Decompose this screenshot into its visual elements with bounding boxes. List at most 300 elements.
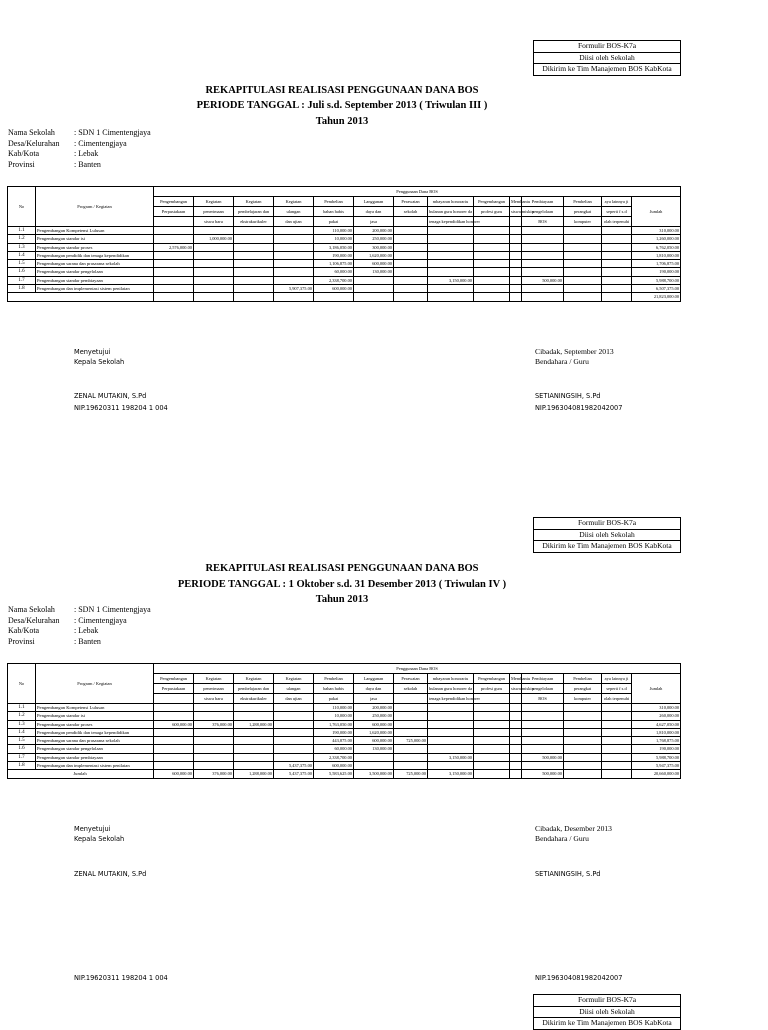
grand-total: 20,660,000.00 <box>632 770 681 778</box>
form-code: Formulir BOS-K7a <box>534 41 680 53</box>
col-header-cell: perangkat <box>564 207 602 217</box>
total-value: 376,000.00 <box>194 770 234 778</box>
row-value <box>394 704 428 712</box>
form-code: Formulir BOS-K7a <box>534 518 680 530</box>
row-value <box>234 704 274 712</box>
row-value <box>602 251 632 259</box>
row-value <box>154 737 194 745</box>
row-number: 1.4 <box>8 251 36 259</box>
row-value <box>194 712 234 720</box>
row-value <box>234 737 274 745</box>
row-number: 1.8 <box>8 285 36 293</box>
total-label: Jumlah <box>8 770 154 778</box>
total-value <box>522 293 564 301</box>
info-row <box>8 637 151 648</box>
row-value <box>274 227 314 235</box>
info-value: : Lebak <box>74 626 99 635</box>
row-value <box>474 737 510 745</box>
row-value <box>564 276 602 284</box>
col-header-cell: Kegiatan <box>194 197 234 207</box>
row-value <box>474 728 510 736</box>
col-header-cell: siswa miskin <box>510 207 522 217</box>
col-header-cell <box>154 694 194 704</box>
col-header-cell: Kegiatan <box>274 674 314 684</box>
row-total: 190,000.00 <box>632 268 681 276</box>
col-header-cell: Perpustakaan <box>154 207 194 217</box>
row-value: 190,000.00 <box>314 728 354 736</box>
row-value <box>602 720 632 728</box>
info-row <box>8 626 151 637</box>
col-header-cell: penerimaan <box>194 684 234 694</box>
row-value <box>510 268 522 276</box>
col-header-cell: Langganan <box>354 674 394 684</box>
total-value <box>314 293 354 301</box>
row-value <box>474 745 510 753</box>
row-value <box>522 268 564 276</box>
row-value: 600,000.00 <box>354 737 394 745</box>
col-header-cell: Membantu <box>510 197 522 207</box>
row-value <box>564 251 602 259</box>
treasurer-title: Bendahara / Guru <box>535 357 589 366</box>
row-value <box>154 704 194 712</box>
row-value <box>474 753 510 761</box>
row-value <box>510 251 522 259</box>
row-value <box>234 260 274 268</box>
col-header-cell: Kegiatan <box>274 197 314 207</box>
row-value <box>602 745 632 753</box>
row-value <box>394 235 428 243</box>
row-value <box>394 276 428 284</box>
col-header-cell: bahan habis <box>314 207 354 217</box>
table-row <box>8 745 681 753</box>
row-value <box>234 285 274 293</box>
row-value: 1,106,875.00 <box>314 260 354 268</box>
total-value <box>274 293 314 301</box>
row-value <box>194 762 234 770</box>
row-value <box>510 753 522 761</box>
table-total-row <box>8 293 681 301</box>
row-value <box>564 737 602 745</box>
row-value <box>354 753 394 761</box>
row-value: 5,907,375.00 <box>274 285 314 293</box>
principal-title: Kepala Sekolah <box>74 358 125 366</box>
row-value <box>428 720 474 728</box>
row-value <box>274 745 314 753</box>
col-header-group: Penggunaan Dana BOS <box>154 187 681 197</box>
col-header-cell: tenaga kependidikan honorer <box>428 217 474 227</box>
row-value: 725,000.00 <box>394 737 428 745</box>
row-value <box>154 235 194 243</box>
row-value: 443,875.00 <box>314 737 354 745</box>
col-header-cell: Langganan <box>354 197 394 207</box>
row-value <box>602 753 632 761</box>
col-header-cell: daya dan <box>354 207 394 217</box>
col-header-no: No <box>8 187 36 227</box>
row-value <box>274 753 314 761</box>
row-value: 10,000.00 <box>314 235 354 243</box>
row-value <box>564 235 602 243</box>
row-value: 2,338,700.00 <box>314 276 354 284</box>
row-value: 500,000.00 <box>522 753 564 761</box>
row-value <box>602 243 632 251</box>
row-value: 200,000.00 <box>354 227 394 235</box>
report-year: Tahun 2013 <box>315 116 369 127</box>
sign-place-date: Cibadak, Desember 2013 <box>535 824 612 833</box>
col-header-cell: profesi guru <box>474 684 510 694</box>
row-program: Pengembangan Kompetensi Lulusan <box>36 704 154 712</box>
row-value: 60,000.00 <box>314 268 354 276</box>
row-value <box>510 260 522 268</box>
info-label: Provinsi <box>8 159 35 169</box>
row-total: 1,706,875.00 <box>632 260 681 268</box>
total-value <box>354 293 394 301</box>
row-value <box>510 745 522 753</box>
table-row <box>8 720 681 728</box>
row-value <box>474 260 510 268</box>
report-title: REKAPITULASI REALISASI PENGGUNAAN DANA BOS <box>205 563 479 574</box>
total-value: 5,437,375.00 <box>274 770 314 778</box>
row-value <box>510 728 522 736</box>
form-filled-by: Diisi oleh Sekolah <box>534 1007 680 1019</box>
row-value <box>428 268 474 276</box>
row-number: 1.7 <box>8 753 36 761</box>
col-header-cell: pembelajaran dan <box>234 207 274 217</box>
row-total: 1,810,000.00 <box>632 251 681 259</box>
principal-name: ZENAL MUTAKIN, S.Pd <box>74 392 147 400</box>
row-value <box>522 737 564 745</box>
col-header-cell: Pengembangan <box>474 674 510 684</box>
total-value <box>154 293 194 301</box>
total-value <box>510 293 522 301</box>
info-value: : Cimentengjaya <box>74 138 127 148</box>
row-value <box>194 260 234 268</box>
col-header-cell: pengelolaan <box>522 684 564 694</box>
row-value <box>602 227 632 235</box>
row-value <box>428 762 474 770</box>
col-header-jumlah: Jumlah <box>632 197 681 227</box>
report-year: Tahun 2013 <box>315 594 369 605</box>
info-label: Nama Sekolah <box>8 128 55 137</box>
col-header-cell: Pengembangan <box>154 674 194 684</box>
col-header-cell: Pembelian <box>314 674 354 684</box>
row-value <box>234 268 274 276</box>
info-label: Desa/Kelurahan <box>8 615 60 625</box>
info-label: Desa/Kelurahan <box>8 138 60 148</box>
row-value <box>474 243 510 251</box>
row-value <box>564 268 602 276</box>
row-total: 4,627,050.00 <box>632 720 681 728</box>
row-value: 60,000.00 <box>314 745 354 753</box>
total-value <box>564 770 602 778</box>
row-number: 1.1 <box>8 704 36 712</box>
col-header-cell: pakai <box>314 217 354 227</box>
row-value <box>234 251 274 259</box>
info-value: : SDN 1 Cimentengjaya <box>74 605 151 614</box>
col-header-cell: olah terpenuhi <box>602 217 632 227</box>
col-header-cell: seperti f s.d <box>602 684 632 694</box>
row-value <box>194 728 234 736</box>
row-value <box>522 720 564 728</box>
row-value <box>234 745 274 753</box>
row-value <box>394 285 428 293</box>
row-value <box>194 227 234 235</box>
info-row <box>8 616 151 627</box>
info-row <box>8 605 151 616</box>
row-value <box>474 712 510 720</box>
row-value <box>602 260 632 268</box>
row-value <box>394 753 428 761</box>
row-value <box>474 276 510 284</box>
col-header-cell: ekstrakurikuler <box>234 694 274 704</box>
row-value: 10,000.00 <box>314 712 354 720</box>
row-value <box>602 762 632 770</box>
row-value <box>234 728 274 736</box>
row-value <box>474 762 510 770</box>
row-value: 2,576,000.00 <box>154 243 194 251</box>
table-total-row <box>8 770 681 778</box>
row-number: 1.6 <box>8 745 36 753</box>
col-header-cell <box>510 217 522 227</box>
row-value <box>522 728 564 736</box>
row-value <box>474 268 510 276</box>
total-value <box>602 770 632 778</box>
total-value <box>602 293 632 301</box>
row-value <box>274 251 314 259</box>
row-value <box>474 251 510 259</box>
row-total: 260,000.00 <box>632 712 681 720</box>
row-value <box>194 285 234 293</box>
principal-nip: NIP.19620311 198204 1 004 <box>74 974 168 982</box>
col-header-cell: ulangan <box>274 207 314 217</box>
row-total: 310,000.00 <box>632 227 681 235</box>
row-program: Pengembangan dan implementasi sistem penilaian <box>36 762 154 770</box>
row-number: 1.8 <box>8 762 36 770</box>
row-value <box>274 235 314 243</box>
row-value <box>274 728 314 736</box>
info-row <box>8 160 151 171</box>
col-header-jumlah: Jumlah <box>632 674 681 704</box>
report-period: PERIODE TANGGAL : 1 Oktober s.d. 31 Desember 2013 ( Triwulan IV ) <box>177 579 507 590</box>
treasurer-nip: NIP.196304081982042007 <box>535 404 623 412</box>
row-value <box>234 276 274 284</box>
row-value <box>510 720 522 728</box>
form-filled-by: Diisi oleh Sekolah <box>534 530 680 542</box>
total-value: 725,000.00 <box>394 770 428 778</box>
table-row <box>8 285 681 293</box>
col-header-cell: Pembelian <box>564 674 602 684</box>
row-value <box>194 737 234 745</box>
total-value: 3,150,000.00 <box>428 770 474 778</box>
table-row <box>8 243 681 251</box>
row-value <box>194 276 234 284</box>
col-header-cell <box>394 217 428 227</box>
row-value <box>510 243 522 251</box>
row-program: Pengembangan standar isi <box>36 235 154 243</box>
total-value <box>394 293 428 301</box>
col-header-program: Program / Kegiatan <box>36 187 154 227</box>
report-table <box>7 663 681 779</box>
row-program: Pengembangan dan implementasi sistem penilaian <box>36 285 154 293</box>
col-header-cell: profesi guru <box>474 207 510 217</box>
col-header-cell: dan ujian <box>274 694 314 704</box>
col-header-cell: jasa <box>354 694 394 704</box>
row-value <box>428 227 474 235</box>
row-value <box>394 227 428 235</box>
total-value: 1,288,000.00 <box>234 770 274 778</box>
table-row <box>8 762 681 770</box>
col-header-cell: bulanan guru honorer da <box>428 207 474 217</box>
row-value: 5,437,375.00 <box>274 762 314 770</box>
row-value <box>602 704 632 712</box>
row-value <box>394 728 428 736</box>
row-value <box>274 276 314 284</box>
row-total: 6,507,375.00 <box>632 285 681 293</box>
row-value: 3,186,050.00 <box>314 243 354 251</box>
treasurer-name: SETIANINGSIH, S.Pd <box>535 870 601 878</box>
row-value <box>194 745 234 753</box>
treasurer-title: Bendahara / Guru <box>535 834 589 843</box>
row-value <box>234 762 274 770</box>
row-value <box>234 227 274 235</box>
row-number: 1.5 <box>8 737 36 745</box>
col-header-cell: Pembiayaan <box>522 674 564 684</box>
row-value <box>602 737 632 745</box>
report-table <box>7 186 681 302</box>
row-value <box>564 753 602 761</box>
row-value: 1,000,000.00 <box>194 235 234 243</box>
row-value <box>394 712 428 720</box>
col-header-cell: komputer <box>564 217 602 227</box>
table-row <box>8 235 681 243</box>
row-value <box>602 268 632 276</box>
col-header-cell: Perawatan <box>394 674 428 684</box>
col-header-cell <box>510 694 522 704</box>
row-value: 130,000.00 <box>354 745 394 753</box>
row-value: 600,000.00 <box>354 720 394 728</box>
col-header-cell: Kegiatan <box>194 674 234 684</box>
row-value <box>194 704 234 712</box>
row-value <box>602 728 632 736</box>
row-value: 3,150,000.00 <box>428 276 474 284</box>
row-value <box>194 268 234 276</box>
row-value <box>510 285 522 293</box>
row-total: 6,762,050.00 <box>632 243 681 251</box>
row-value <box>154 227 194 235</box>
row-value <box>154 712 194 720</box>
col-header-cell: pakai <box>314 694 354 704</box>
row-value <box>274 704 314 712</box>
principal-title: Kepala Sekolah <box>74 835 125 843</box>
info-value: : Banten <box>74 159 101 169</box>
info-label: Nama Sekolah <box>8 605 55 614</box>
total-value: 500,000.00 <box>522 770 564 778</box>
row-value <box>564 720 602 728</box>
row-number: 1.6 <box>8 268 36 276</box>
total-value <box>428 293 474 301</box>
row-value: 1,288,000.00 <box>234 720 274 728</box>
table-row <box>8 753 681 761</box>
col-header-cell: sekolah <box>394 684 428 694</box>
col-header-cell: penerimaan <box>194 207 234 217</box>
row-value <box>510 762 522 770</box>
info-value: : Banten <box>74 636 101 646</box>
form-code: Formulir BOS-K7a <box>534 995 680 1007</box>
row-value: 600,000.00 <box>314 762 354 770</box>
school-info <box>8 605 151 647</box>
row-value <box>474 720 510 728</box>
col-header-cell: olah terpenuhi <box>602 694 632 704</box>
row-value <box>564 762 602 770</box>
grand-total: 21,823,000.00 <box>632 293 681 301</box>
row-value <box>234 753 274 761</box>
row-number: 1.2 <box>8 235 36 243</box>
total-value <box>564 293 602 301</box>
col-header-cell: seperti f s.d <box>602 207 632 217</box>
info-label: Provinsi <box>8 636 35 646</box>
row-value <box>354 276 394 284</box>
total-value <box>510 770 522 778</box>
row-value <box>194 251 234 259</box>
row-value <box>154 268 194 276</box>
row-value <box>154 251 194 259</box>
row-value <box>354 762 394 770</box>
total-value: 5,583,625.00 <box>314 770 354 778</box>
total-value <box>474 770 510 778</box>
col-header-cell: Kegiatan <box>234 674 274 684</box>
col-header-cell: perangkat <box>564 684 602 694</box>
info-row <box>8 149 151 160</box>
row-value <box>428 712 474 720</box>
col-header-cell: komputer <box>564 694 602 704</box>
row-number: 1.1 <box>8 227 36 235</box>
row-value <box>522 235 564 243</box>
row-program: Pengembangan sarana dan prasarana sekolah <box>36 737 154 745</box>
info-row <box>8 139 151 150</box>
row-number: 1.3 <box>8 243 36 251</box>
row-value: 250,000.00 <box>354 235 394 243</box>
col-header-cell: Perpustakaan <box>154 684 194 694</box>
row-number: 1.5 <box>8 260 36 268</box>
row-value <box>154 728 194 736</box>
row-value <box>564 712 602 720</box>
row-value <box>602 235 632 243</box>
info-label: Kab/Kota <box>8 626 40 635</box>
row-total: 1,768,875.00 <box>632 737 681 745</box>
table-row <box>8 728 681 736</box>
row-program: Pengembangan standar isi <box>36 712 154 720</box>
row-value <box>510 227 522 235</box>
principal-name: ZENAL MUTAKIN, S.Pd <box>74 870 147 878</box>
row-value <box>154 745 194 753</box>
table-row <box>8 227 681 235</box>
row-value <box>522 745 564 753</box>
form-filled-by: Diisi oleh Sekolah <box>534 53 680 65</box>
row-value <box>474 704 510 712</box>
row-value <box>354 285 394 293</box>
row-value <box>522 243 564 251</box>
col-header-cell: jasa <box>354 217 394 227</box>
col-header-cell: siswa miskin <box>510 684 522 694</box>
principal-nip: NIP.19620311 198204 1 004 <box>74 404 168 412</box>
row-value <box>510 712 522 720</box>
row-value <box>194 243 234 251</box>
info-row <box>8 128 151 139</box>
approve-label: Menyetujui <box>74 825 111 833</box>
table-row <box>8 737 681 745</box>
row-value <box>428 745 474 753</box>
row-value <box>474 285 510 293</box>
school-info <box>8 128 151 170</box>
